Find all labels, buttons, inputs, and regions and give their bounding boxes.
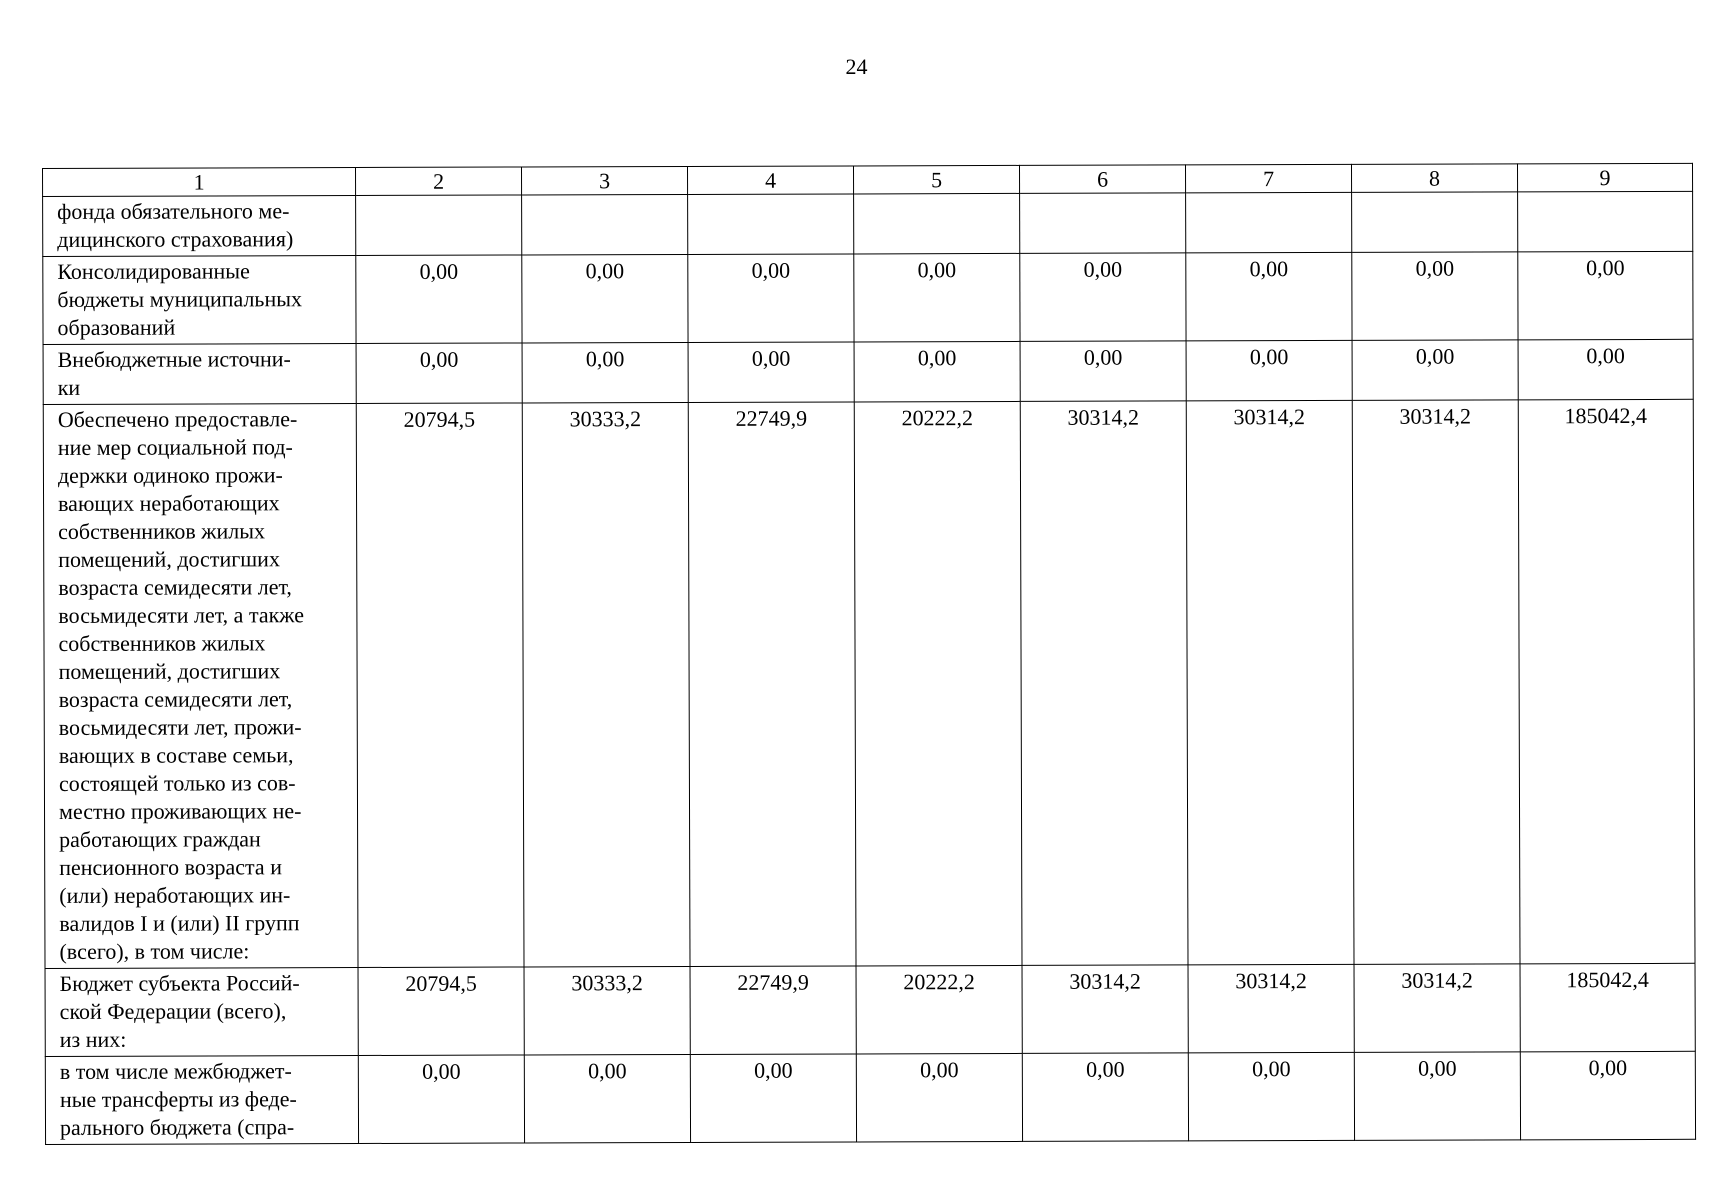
value-cell-col-2: 0,00 [358, 1055, 524, 1144]
row-label-cell [43, 256, 356, 345]
column-header-8: 8 [1351, 164, 1517, 193]
row-label-line: ние мер социальной под- [57, 434, 293, 460]
table-row [45, 963, 1695, 1056]
row-label-line: Обеспечено предоставле- [57, 406, 298, 432]
value-cell-col-3: 30333,2 [522, 402, 690, 967]
value-cell-col-7: 30314,2 [1186, 400, 1354, 965]
row-label-line: работающих граждан [59, 826, 261, 852]
page-number: 24 [845, 54, 868, 79]
row-label-line: бюджеты муниципальных [57, 286, 303, 312]
row-label-line: помещений, достигших [58, 546, 280, 572]
value-cell-col-2 [356, 195, 522, 256]
column-header-5: 5 [853, 165, 1019, 194]
table-row [43, 251, 1693, 344]
row-label-line: собственников жилых [58, 518, 266, 544]
row-label-line: Бюджет субъекта Россий- [59, 970, 300, 996]
value-cell-col-3: 0,00 [522, 254, 688, 343]
row-label-cell [45, 1056, 358, 1145]
value-cell-col-8: 30314,2 [1352, 400, 1520, 965]
row-label-line: фонда обязательного ме- [57, 198, 290, 224]
row-label-line: держки одиноко прожи- [57, 462, 283, 488]
column-header-7: 7 [1185, 164, 1351, 193]
row-label-line: восьмидесяти лет, а также [58, 602, 304, 628]
row-label-line: местно проживающих не- [58, 798, 302, 824]
value-cell-col-8 [1352, 192, 1518, 253]
row-label-line: валидов I и (или) II групп [59, 910, 300, 936]
row-label-line: из них: [59, 1026, 127, 1052]
column-header-6: 6 [1019, 165, 1185, 194]
value-cell-col-7: 30314,2 [1188, 964, 1354, 1053]
row-label-line: (или) неработающих ин- [59, 882, 291, 908]
row-label-line: ской Федерации (всего), [59, 998, 287, 1024]
value-cell-col-3: 0,00 [522, 342, 688, 403]
row-label-line: в том числе межбюджет- [59, 1058, 292, 1084]
value-cell-col-8: 0,00 [1352, 252, 1518, 341]
value-cell-col-9: 185042,4 [1520, 963, 1695, 1052]
value-cell-col-3: 0,00 [524, 1054, 690, 1143]
row-label-line: собственников жилых [58, 630, 266, 656]
row-label-line: Внебюджетные источни- [57, 346, 291, 372]
value-cell-col-6: 0,00 [1020, 341, 1186, 402]
row-label-line: вающих в составе семьи, [58, 742, 294, 768]
table-row [45, 1051, 1695, 1144]
value-cell-col-7: 0,00 [1188, 1052, 1354, 1141]
value-cell-col-3: 30333,2 [524, 966, 690, 1055]
value-cell-col-4: 22749,9 [690, 966, 856, 1055]
value-cell-col-5: 20222,2 [856, 965, 1022, 1054]
budget-table [42, 163, 1696, 1145]
row-label-line: рального бюджета (спра- [59, 1114, 295, 1140]
value-cell-col-6: 0,00 [1020, 253, 1186, 342]
row-label-line: ные трансферты из феде- [59, 1086, 297, 1112]
value-cell-col-5: 0,00 [854, 253, 1020, 342]
value-cell-col-8: 0,00 [1354, 1052, 1520, 1141]
row-label-cell [43, 404, 358, 969]
value-cell-col-9: 0,00 [1520, 1051, 1695, 1140]
row-label-cell [43, 344, 356, 405]
value-cell-col-6: 30314,2 [1020, 401, 1188, 966]
row-label-cell [45, 968, 358, 1057]
value-cell-col-2: 0,00 [356, 343, 522, 404]
value-cell-col-6: 0,00 [1022, 1053, 1188, 1142]
row-label-line: дицинского страхования) [57, 226, 294, 252]
value-cell-col-9: 0,00 [1518, 339, 1693, 400]
table-row [43, 399, 1695, 968]
row-label-line: образований [57, 314, 176, 340]
value-cell-col-4: 0,00 [690, 1054, 856, 1143]
value-cell-col-4 [688, 194, 854, 255]
column-header-2: 2 [356, 167, 522, 196]
row-label-line: возраста семидесяти лет, [58, 574, 292, 600]
value-cell-col-8: 0,00 [1352, 340, 1518, 401]
value-cell-col-7: 0,00 [1186, 252, 1352, 341]
value-cell-col-4: 22749,9 [688, 402, 856, 967]
value-cell-col-5: 0,00 [854, 341, 1020, 402]
value-cell-col-2: 20794,5 [356, 403, 524, 968]
value-cell-col-2: 0,00 [356, 255, 522, 344]
table-row [43, 339, 1693, 404]
value-cell-col-8: 30314,2 [1354, 964, 1520, 1053]
column-header-4: 4 [687, 166, 853, 195]
row-label-line: Консолидированные [57, 258, 250, 284]
column-header-1: 1 [43, 168, 356, 197]
row-label-line: помещений, достигших [58, 658, 281, 684]
value-cell-col-6 [1020, 193, 1186, 254]
row-label-line: вающих неработающих [58, 490, 280, 516]
row-label-cell [43, 196, 356, 257]
row-label-line: состоящей только из сов- [58, 770, 296, 796]
value-cell-col-7: 0,00 [1186, 340, 1352, 401]
row-label-line: ки [57, 374, 81, 400]
value-cell-col-9: 185042,4 [1518, 399, 1695, 964]
value-cell-col-9 [1518, 191, 1693, 252]
value-cell-col-4: 0,00 [688, 342, 854, 403]
value-cell-col-7 [1186, 192, 1352, 253]
row-label-line: пенсионного возраста и [59, 854, 282, 880]
table-row [43, 191, 1693, 256]
value-cell-col-4: 0,00 [688, 254, 854, 343]
value-cell-col-3 [522, 194, 688, 255]
value-cell-col-6: 30314,2 [1022, 965, 1188, 1054]
value-cell-col-9: 0,00 [1518, 251, 1693, 340]
row-label-line: восьмидесяти лет, прожи- [58, 714, 302, 740]
value-cell-col-5 [854, 193, 1020, 254]
column-header-3: 3 [521, 166, 687, 195]
value-cell-col-5: 20222,2 [854, 401, 1022, 966]
value-cell-col-2: 20794,5 [358, 967, 524, 1056]
row-label-line: (всего), в том числе: [59, 938, 250, 964]
column-header-9: 9 [1517, 163, 1692, 192]
value-cell-col-5: 0,00 [856, 1053, 1022, 1142]
row-label-line: возраста семидесяти лет, [58, 686, 293, 712]
